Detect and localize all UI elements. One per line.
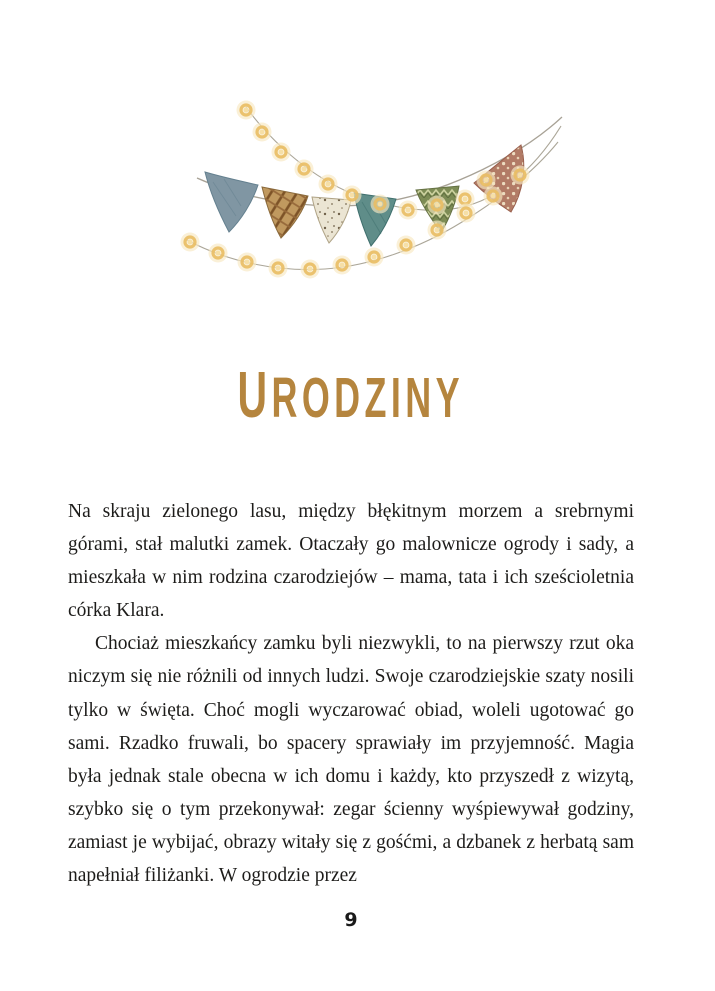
flag-plaid bbox=[262, 187, 308, 238]
bunting-illustration bbox=[168, 90, 572, 310]
page-number: 9 bbox=[344, 909, 358, 931]
chapter-title bbox=[68, 358, 634, 432]
body-paragraph: Na skraju zielonego lasu, między błękitnym morzem a srebrnymi górami, stał malutki zamek. Otaczały go malownicze ogrody i sady, a mieszkała w nim rodzina czarodziejów – mama, tata i ich sześcioletnia córka Klara. bbox=[68, 501, 634, 622]
flag-speckled bbox=[312, 197, 351, 243]
chapter-title-scale bbox=[237, 358, 465, 446]
body-paragraph: Chociaż mieszkańcy zamku byli niezwykli, to na pierwszy rzut oka niczym się nie różnili od innych ludzi. Swoje czarodziejskie szaty nosili tylko w święta. Choć mogli wyczarować obiad, woleli ugotować go sami. Rzadko fruwali, bo spacery sprawiały im przyjemność. Magia była jednak stale obecna w ich domu i każdy, kto przyszedł z wizytą, szybko się o tym przekonywał: zegar ścienny wyśpiewywał godziny, zamiast je wybijać, obrazy witały się z gośćmi, a dzbanek z herbatą sam napełniał filiżanki. W ogrodzie przez bbox=[68, 633, 634, 887]
body-text bbox=[68, 495, 634, 892]
chapter-title-text: URODZINY bbox=[237, 358, 465, 431]
flag-slate bbox=[205, 172, 258, 232]
